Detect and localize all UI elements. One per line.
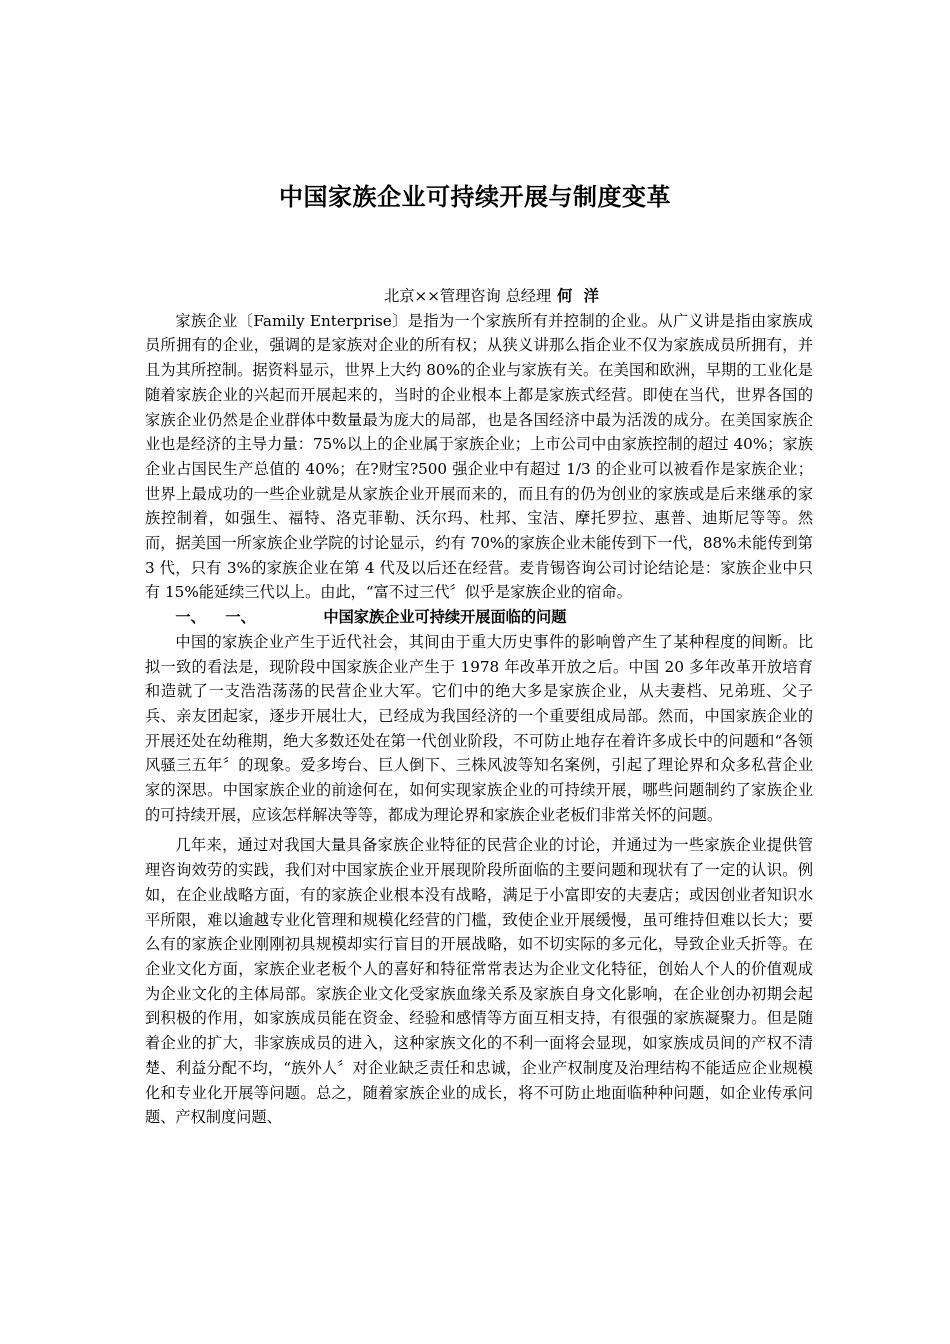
section-paragraph-1: 中国的家族企业产生于近代社会，其间由于重大历史事件的影响曾产生了某种程度的间断。比拟一致的看法是，现阶段中国家族企业产生于 1978 年改革开放之后。中国 20 多年改革开放培育和造就了一支浩浩荡荡的民营企业大军。它们中的绝大多是家族企业，从夫妻档、兄弟班、父子兵、亲友团起家，逐步开展壮大，已经成为我国经济的一个重要组成局部。然而，中国家族企业的开展还处在幼稚期，绝大多数还处在第一代创业阶段，不可防止地存在着许多成长中的问题和“各领风骚三五年〞的现象。爱多垮台、巨人倒下、三株风波等知名案例，引起了理论界和众多私营企业家的深思。中国家族企业的前途何在，如何实现家族企业的可持续开展，哪些问题制约了家族企业的可持续开展，应该怎样解决等等，都成为理论界和家族企业老板们非常关怀的问题。	[145, 632, 813, 824]
section-title: 中国家族企业可持续开展面临的问题	[323, 608, 567, 627]
author-organization: 北京××管理咨询 总经理	[384, 287, 552, 305]
author-name: 何 洋	[557, 287, 602, 305]
intro-paragraph: 家族企业〔Family Enterprise〕是指为一个家族所有并控制的企业。从广义讲是指由家族成员所拥有的企业，强调的是家族对企业的所有权；从狭义讲那么指企业不仅为家族成员所拥有，并且为其所控制。据资料显示，世界上大约 80%的企业与家族有关。在美国和欧洲，早期的工业化是随着家族企业的兴起而开展起来的，当时的企业根本上都是家族式经营。即使在当代，世界各国的家族企业仍然是企业群体中数量最为庞大的局部，也是各国经济中最为活泼的成分。在美国家族企业也是经济的主导力量：75%以上的企业属于家族企业；上市公司中由家族控制的超过 40%；家族企业占国民生产总值的 40%；在?财宝?500 强企业中有超过 1/3 的企业可以被看作是家族企业；世界上最成功的一些企业就是从家族企业开展而来的，而且有的仍为创业的家族或是后来继承的家族控制着，如强生、福特、洛克菲勒、沃尔玛、杜邦、宝洁、摩托罗拉、惠普、迪斯尼等等。然而，据美国一所家族企业学院的讨论显示，约有 70%的家族企业未能传到下一代，88%未能传到第 3 代，只有 3%的家族企业在第 4 代及以后还在经营。麦肯锡咨询公司讨论结论是：家族企业中只有 15%能延续三代以上。由此，“富不过三代〞似乎是家族企业的宿命。	[145, 311, 813, 602]
author-byline	[145, 284, 813, 309]
section-number-1: 一、	[175, 608, 206, 627]
section-number-2: 一、	[225, 608, 256, 627]
section-paragraph-2: 几年来，通过对我国大量具备家族企业特征的民营企业的讨论，并通过为一些家族企业提供管理咨询效劳的实践，我们对中国家族企业开展现阶段所面临的主要问题和现状有了一定的认识。例如，在企业战略方面，有的家族企业根本没有战略，满足于小富即安的夫妻店；或因创业者知识水平所限，难以逾越专业化管理和规模化经营的门槛，致使企业开展缓慢，虽可维持但难以长大；要么有的家族企业刚刚初具规模却实行盲目的开展战略，如不切实际的多元化，导致企业夭折等。在企业文化方面，家族企业老板个人的喜好和特征常常表达为企业文化特征，创始人个人的价值观成为企业文化的主体局部。家族企业文化受家族血缘关系及家族自身文化影响，在企业创办初期会起到积极的作用，如家族成员能在资金、经验和感情等方面互相支持，有很强的家族凝聚力。但是随着企业的扩大，非家族成员的进入，这种家族文化的不利一面将会显现，如家族成员间的产权不清楚、利益分配不均，“族外人〞对企业缺乏责任和忠诚，企业产权制度及治理结构不能适应企业规模化和专业化开展等问题。总之，随着家族企业的成长，将不可防止地面临种种问题，如企业传承问题、产权制度问题、	[145, 836, 813, 1127]
section-heading	[145, 605, 813, 630]
document-body	[145, 284, 813, 1130]
document-title: 中国家族企业可持续开展与制度变革	[279, 183, 671, 211]
